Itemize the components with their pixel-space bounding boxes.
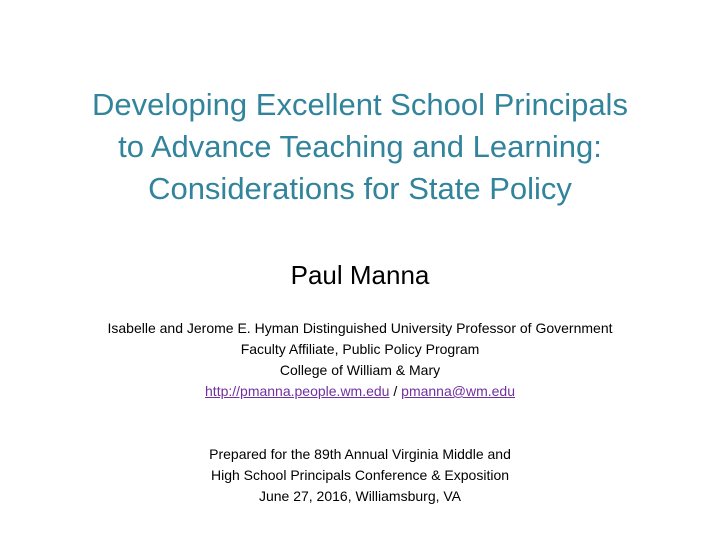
event-line-3: June 27, 2016, Williamsburg, VA bbox=[258, 488, 462, 504]
author-name: Paul Manna bbox=[290, 260, 430, 290]
contact-links bbox=[0, 381, 720, 402]
link-separator: / bbox=[393, 383, 402, 399]
affiliation-institution: College of William & Mary bbox=[279, 362, 441, 378]
title-line-1: Developing Excellent School Principals bbox=[92, 87, 628, 122]
event-line-2: High School Principals Conference & Exposition bbox=[210, 467, 510, 483]
title-line-3: Considerations for State Policy bbox=[148, 171, 572, 206]
website-link[interactable]: http://pmanna.people.wm.edu bbox=[205, 383, 390, 399]
title-line-2: to Advance Teaching and Learning: bbox=[118, 129, 602, 164]
affiliation-position: Isabelle and Jerome E. Hyman Distinguished University Professor of Government bbox=[107, 320, 613, 336]
slide-title bbox=[0, 84, 720, 210]
affiliation-block bbox=[0, 318, 720, 402]
event-block bbox=[0, 444, 720, 507]
email-link[interactable]: pmanna@wm.edu bbox=[401, 383, 515, 399]
affiliation-program: Faculty Affiliate, Public Policy Program bbox=[240, 341, 480, 357]
event-line-1: Prepared for the 89th Annual Virginia Middle and bbox=[209, 446, 511, 462]
